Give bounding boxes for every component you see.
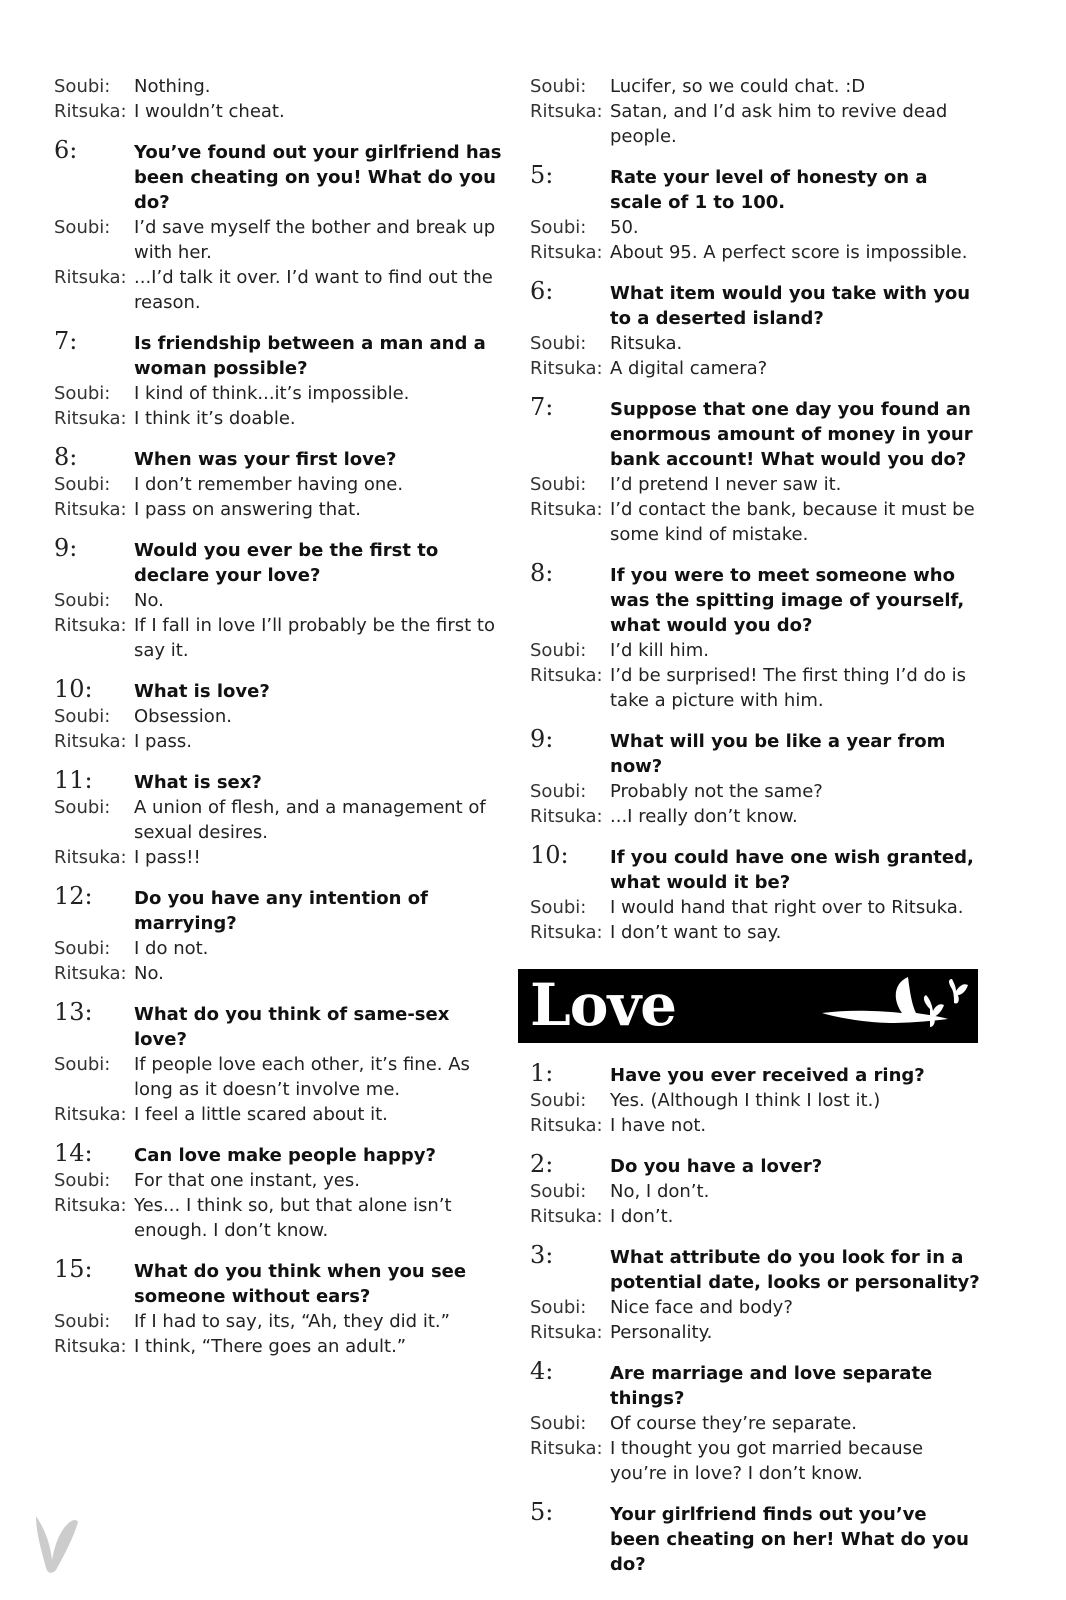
answer-row [530, 804, 980, 829]
qa-block [54, 74, 504, 124]
answer-text: I do not. [134, 938, 209, 959]
speaker-label: Ritsuka: [530, 1438, 603, 1459]
question-number: 5: [530, 1498, 554, 1526]
question-row [54, 443, 504, 472]
question-number: 8: [530, 559, 554, 587]
answer-row [530, 895, 980, 920]
speaker-label: Soubi: [530, 1297, 587, 1318]
answer-text: Yes... I think so, but that alone isn’t enough. I don’t know. [134, 1195, 452, 1241]
answer-row [530, 920, 980, 945]
answer-text: If I had to say, its, “Ah, they did it.” [134, 1311, 450, 1332]
speaker-label: Soubi: [54, 1054, 111, 1075]
answer-row [54, 1168, 504, 1193]
question-number: 6: [54, 136, 78, 164]
answer-row [54, 845, 504, 870]
question-row [530, 393, 980, 472]
qa-block [54, 998, 504, 1127]
question-text: Rate your level of honesty on a scale of 1 to 100. [610, 167, 928, 213]
qa-block [530, 1059, 980, 1138]
question-number: 3: [530, 1241, 554, 1269]
answer-row [530, 1204, 980, 1229]
speaker-label: Ritsuka: [54, 1195, 127, 1216]
question-text: When was your first love? [134, 449, 397, 470]
speaker-label: Soubi: [54, 1311, 111, 1332]
question-row [54, 136, 504, 215]
answer-row [54, 99, 504, 124]
answer-text: Personality. [610, 1322, 713, 1343]
qa-block [54, 534, 504, 663]
answer-row [530, 497, 980, 547]
answer-row [530, 779, 980, 804]
answer-row [530, 1179, 980, 1204]
speaker-label: Ritsuka: [530, 922, 603, 943]
question-number: 10: [530, 841, 569, 869]
speaker-label: Ritsuka: [530, 806, 603, 827]
answer-row [54, 1052, 504, 1102]
answer-text: I pass!! [134, 847, 201, 868]
answer-text: If I fall in love I’ll probably be the first to say it. [134, 615, 495, 661]
question-text: Do you have any intention of marrying? [134, 888, 428, 934]
speaker-label: Ritsuka: [54, 731, 127, 752]
answer-text: Probably not the same? [610, 781, 823, 802]
question-row [530, 1498, 980, 1577]
qa-block [530, 1357, 980, 1486]
answer-text: I would hand that right over to Ritsuka. [610, 897, 964, 918]
answer-row [54, 795, 504, 845]
qa-block [530, 725, 980, 829]
question-number: 14: [54, 1139, 93, 1167]
answer-row [54, 1334, 504, 1359]
question-text: Your girlfriend finds out you’ve been cheating on her! What do you do? [610, 1504, 969, 1575]
speaker-label: Ritsuka: [530, 1206, 603, 1227]
qa-block [54, 675, 504, 754]
left-column [54, 74, 504, 1375]
question-text: What will you be like a year from now? [610, 731, 946, 777]
section-title: Love [530, 971, 677, 1039]
answer-row [54, 74, 504, 99]
question-row [54, 534, 504, 588]
question-row [530, 1357, 980, 1411]
qa-block [530, 1241, 980, 1345]
answer-text: No. [134, 963, 164, 984]
question-row [54, 766, 504, 795]
answer-text: I thought you got married because you’re in love? I don’t know. [610, 1438, 924, 1484]
qa-block [530, 74, 980, 149]
speaker-label: Soubi: [54, 383, 111, 404]
speaker-label: Ritsuka: [54, 963, 127, 984]
question-row [530, 161, 980, 215]
question-row [54, 998, 504, 1052]
question-text: What is love? [134, 681, 270, 702]
answer-text: Nothing. [134, 76, 211, 97]
answer-text: No, I don’t. [610, 1181, 710, 1202]
answer-text: I wouldn’t cheat. [134, 101, 285, 122]
answer-text: If people love each other, it’s fine. As long as it doesn’t involve me. [134, 1054, 470, 1100]
answer-row [54, 406, 504, 431]
answer-text: Of course they’re separate. [610, 1413, 858, 1434]
question-row [530, 725, 980, 779]
answer-text: I’d pretend I never saw it. [610, 474, 842, 495]
speaker-label: Soubi: [530, 217, 587, 238]
answer-row [530, 1436, 980, 1486]
answer-text: I pass on answering that. [134, 499, 361, 520]
speaker-label: Soubi: [530, 474, 587, 495]
qa-block [54, 1139, 504, 1243]
answer-row [530, 1113, 980, 1138]
question-text: Suppose that one day you found an enormous amount of money in your bank account! What would you do? [610, 399, 973, 470]
question-number: 15: [54, 1255, 93, 1283]
question-number: 9: [54, 534, 78, 562]
qa-block [54, 1255, 504, 1359]
speaker-label: Soubi: [530, 897, 587, 918]
speaker-label: Ritsuka: [530, 242, 603, 263]
answer-row [54, 729, 504, 754]
answer-row [54, 588, 504, 613]
answer-row [530, 638, 980, 663]
question-number: 9: [530, 725, 554, 753]
speaker-label: Soubi: [530, 640, 587, 661]
answer-row [530, 74, 980, 99]
butterfly-logo-icon [30, 1508, 82, 1578]
answer-text: Nice face and body? [610, 1297, 793, 1318]
question-text: If you were to meet someone who was the spitting image of yourself, what would you do? [610, 565, 965, 636]
question-row [54, 327, 504, 381]
speaker-label: Ritsuka: [530, 665, 603, 686]
question-row [530, 1241, 980, 1295]
question-number: 1: [530, 1059, 554, 1087]
speaker-label: Soubi: [54, 1170, 111, 1191]
answer-row [54, 215, 504, 265]
qa-block [54, 443, 504, 522]
question-number: 2: [530, 1150, 554, 1178]
question-row [530, 559, 980, 638]
qa-block [530, 1498, 980, 1577]
answer-text: A union of flesh, and a management of sexual desires. [134, 797, 486, 843]
question-number: 7: [530, 393, 554, 421]
answer-text: Lucifer, so we could chat. :D [610, 76, 866, 97]
speaker-label: Ritsuka: [530, 499, 603, 520]
answer-text: I’d kill him. [610, 640, 709, 661]
speaker-label: Ritsuka: [54, 408, 127, 429]
question-text: Can love make people happy? [134, 1145, 436, 1166]
answer-text: I feel a little scared about it. [134, 1104, 388, 1125]
question-row [530, 1059, 980, 1088]
answer-text: I don’t remember having one. [134, 474, 404, 495]
answer-text: No. [134, 590, 164, 611]
question-text: Have you ever received a ring? [610, 1065, 925, 1086]
answer-text: I pass. [134, 731, 192, 752]
qa-block [54, 766, 504, 870]
answer-row [530, 1295, 980, 1320]
answer-text: I’d save myself the bother and break up with her. [134, 217, 496, 263]
speaker-label: Ritsuka: [530, 358, 603, 379]
question-number: 5: [530, 161, 554, 189]
question-text: What is sex? [134, 772, 262, 793]
answer-text: I don’t want to say. [610, 922, 782, 943]
speaker-label: Soubi: [530, 76, 587, 97]
answer-row [54, 497, 504, 522]
answer-row [530, 215, 980, 240]
question-number: 13: [54, 998, 93, 1026]
speaker-label: Soubi: [54, 797, 111, 818]
speaker-label: Ritsuka: [530, 101, 603, 122]
question-row [54, 1255, 504, 1309]
speaker-label: Ritsuka: [530, 1322, 603, 1343]
speaker-label: Soubi: [530, 781, 587, 802]
question-text: You’ve found out your girlfriend has been cheating on you! What do you do? [134, 142, 502, 213]
question-row [54, 675, 504, 704]
question-row [54, 882, 504, 936]
qa-block [530, 841, 980, 945]
question-number: 4: [530, 1357, 554, 1385]
answer-text: Obsession. [134, 706, 232, 727]
speaker-label: Ritsuka: [54, 101, 127, 122]
answer-row [54, 961, 504, 986]
question-row [530, 277, 980, 331]
answer-text: I kind of think...it’s impossible. [134, 383, 410, 404]
answer-text: I think it’s doable. [134, 408, 296, 429]
question-row [530, 841, 980, 895]
answer-text: I’d contact the bank, because it must be some kind of mistake. [610, 499, 975, 545]
answer-row [54, 265, 504, 315]
answer-row [54, 1193, 504, 1243]
qa-block [54, 882, 504, 986]
speaker-label: Soubi: [54, 590, 111, 611]
answer-text: Satan, and I’d ask him to revive dead people. [610, 101, 948, 147]
butterflies-icon [812, 973, 972, 1037]
question-text: What item would you take with you to a deserted island? [610, 283, 971, 329]
speaker-label: Ritsuka: [54, 1336, 127, 1357]
answer-row [530, 1320, 980, 1345]
speaker-label: Soubi: [54, 76, 111, 97]
answer-text: Ritsuka. [610, 333, 683, 354]
speaker-label: Ritsuka: [54, 1104, 127, 1125]
answer-text: ...I really don’t know. [610, 806, 798, 827]
question-text: What do you think when you see someone without ears? [134, 1261, 467, 1307]
speaker-label: Soubi: [54, 217, 111, 238]
speaker-label: Soubi: [530, 1090, 587, 1111]
answer-text: For that one instant, yes. [134, 1170, 360, 1191]
speaker-label: Ritsuka: [54, 615, 127, 636]
question-number: 6: [530, 277, 554, 305]
speaker-label: Ritsuka: [54, 847, 127, 868]
answer-row [530, 1088, 980, 1113]
speaker-label: Ritsuka: [54, 499, 127, 520]
speaker-label: Soubi: [530, 333, 587, 354]
answer-row [530, 240, 980, 265]
speaker-label: Ritsuka: [530, 1115, 603, 1136]
question-text: What do you think of same-sex love? [134, 1004, 450, 1050]
answer-text: I think, “There goes an adult.” [134, 1336, 407, 1357]
answer-row [54, 936, 504, 961]
question-text: What attribute do you look for in a potential date, looks or personality? [610, 1247, 980, 1293]
answer-text: A digital camera? [610, 358, 768, 379]
answer-row [54, 613, 504, 663]
qa-block [530, 1150, 980, 1229]
question-number: 8: [54, 443, 78, 471]
answer-row [530, 331, 980, 356]
answer-text: 50. [610, 217, 639, 238]
answer-text: About 95. A perfect score is impossible. [610, 242, 968, 263]
answer-row [54, 1309, 504, 1334]
question-number: 12: [54, 882, 93, 910]
answer-text: ...I’d talk it over. I’d want to find out the reason. [134, 267, 493, 313]
right-column [530, 74, 980, 1593]
answer-row [530, 1411, 980, 1436]
question-text: Would you ever be the first to declare your love? [134, 540, 439, 586]
qa-block [530, 277, 980, 381]
question-number: 7: [54, 327, 78, 355]
answer-row [54, 704, 504, 729]
question-text: Is friendship between a man and a woman possible? [134, 333, 486, 379]
speaker-label: Soubi: [54, 938, 111, 959]
answer-row [54, 381, 504, 406]
answer-row [530, 663, 980, 713]
speaker-label: Soubi: [530, 1181, 587, 1202]
question-number: 11: [54, 766, 93, 794]
answer-row [54, 472, 504, 497]
question-number: 10: [54, 675, 93, 703]
answer-row [54, 1102, 504, 1127]
question-text: If you could have one wish granted, what would it be? [610, 847, 974, 893]
qa-block [530, 161, 980, 265]
speaker-label: Soubi: [54, 706, 111, 727]
speaker-label: Ritsuka: [54, 267, 127, 288]
answer-text: I don’t. [610, 1206, 674, 1227]
answer-text: I’d be surprised! The first thing I’d do is take a picture with him. [610, 665, 967, 711]
question-row [530, 1150, 980, 1179]
answer-row [530, 472, 980, 497]
qa-block [530, 559, 980, 713]
right-column-bottom [530, 1059, 980, 1577]
question-text: Are marriage and love separate things? [610, 1363, 933, 1409]
speaker-label: Soubi: [530, 1413, 587, 1434]
question-text: Do you have a lover? [610, 1156, 823, 1177]
qa-block [530, 393, 980, 547]
answer-text: I have not. [610, 1115, 707, 1136]
speaker-label: Soubi: [54, 474, 111, 495]
question-row [54, 1139, 504, 1168]
answer-text: Yes. (Although I think I lost it.) [610, 1090, 881, 1111]
qa-block [54, 327, 504, 431]
answer-row [530, 356, 980, 381]
answer-row [530, 99, 980, 149]
section-banner [518, 969, 978, 1043]
qa-block [54, 136, 504, 315]
right-column-top [530, 74, 980, 945]
